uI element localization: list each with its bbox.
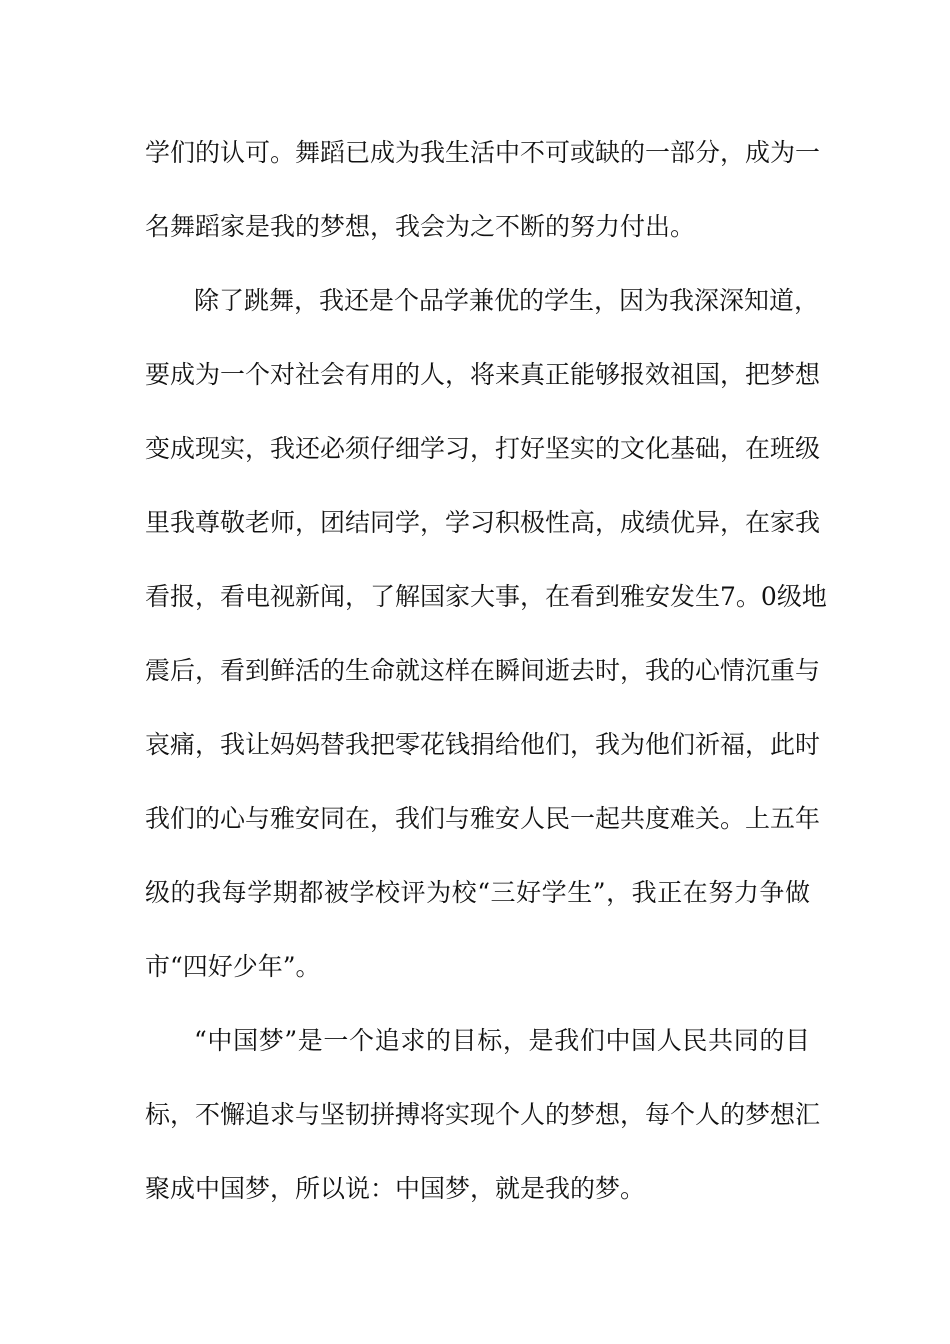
text-line-4: 要成为一个对社会有用的人，将来真正能够报效祖国，把梦想 [145, 360, 821, 389]
text-line-3: 除了跳舞，我还是个品学兼优的学生，因为我深深知道， [194, 286, 820, 315]
text-line-14: 标，不懈追求与坚韧拼搏将实现个人的梦想，每个人的梦想汇 [145, 1100, 821, 1129]
text-line-5: 变成现实，我还必须仔细学习，打好坚实的文化基础，在班级 [145, 434, 821, 463]
text-line-12: 市“四好少年”。 [145, 952, 321, 981]
text-line-11: 级的我每学期都被学校评为校“三好学生”，我正在努力争做 [145, 878, 810, 907]
text-line-9: 哀痛，我让妈妈替我把零花钱捐给他们，我为他们祈福，此时 [145, 730, 821, 759]
text-line-13: “中国梦”是一个追求的目标，是我们中国人民共同的目 [194, 1026, 810, 1055]
text-line-7: 看报，看电视新闻，了解国家大事，在看到雅安发生7。0级地 [145, 582, 827, 611]
text-line-1: 学们的认可。舞蹈已成为我生活中不可或缺的一部分，成为一 [145, 138, 821, 167]
text-line-6: 里我尊敬老师，团结同学，学习积极性高，成绩优异，在家我 [145, 508, 821, 537]
text-line-10: 我们的心与雅安同在，我们与雅安人民一起共度难关。上五年 [145, 804, 821, 833]
text-line-2: 名舞蹈家是我的梦想，我会为之不断的努力付出。 [145, 212, 696, 241]
text-line-8: 震后，看到鲜活的生命就这样在瞬间逝去时，我的心情沉重与 [145, 656, 821, 685]
text-line-15: 聚成中国梦，所以说：中国梦，就是我的梦。 [145, 1174, 646, 1203]
